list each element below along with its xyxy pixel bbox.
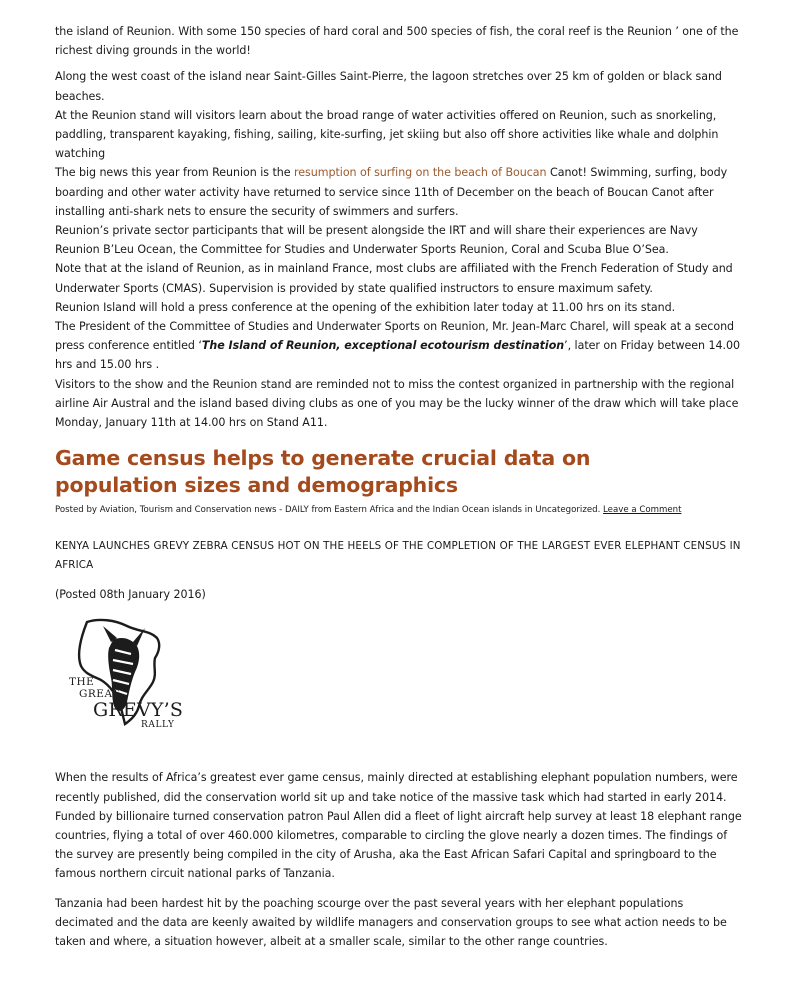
paragraph-coral-reef: the island of Reunion. With some 150 species of hard coral and 500 species of fish, the coral reef is the Reunion ’ one of the richest diving grounds in the world! (55, 25, 739, 58)
logo-grevys: GREVY’S (93, 699, 184, 722)
paragraph-president (55, 317, 745, 375)
president-text-pre: The President of the Committee of Studies and Underwater Sports on Reunion, Mr. Jean-Marc Charel, will speak at a second press conference entitled ‘ (55, 320, 735, 353)
surfing-link[interactable]: resumption of surfing on the beach of Boucan (293, 166, 547, 180)
paragraph-private-sector: Reunion’s private sector participants that will be present alongside the IRT and will share their experiences are Navy Reunion B’Leu Ocean, the Committee for Studies and Underwater Sports Reunion, Coral and Scuba Blue O’Sea. (55, 224, 698, 257)
article-title[interactable]: Game census helps to generate crucial data on population sizes and demographics (55, 446, 591, 498)
logo-the: THE (69, 676, 95, 689)
surfing-news-text-post: Canot! Swimming, surfing, body boarding and other water activity have returned to service since 11th of December on the beach of Boucan Canot after installing anti-shark nets to ensure the security of swimmers and surfers. (55, 166, 728, 218)
document-page (55, 22, 745, 951)
paragraph-press-conference: Reunion Island will hold a press conference at the opening of the exhibition later today at 11.00 hrs on its stand. (55, 300, 676, 314)
article-subheading: KENYA LAUNCHES GREVY ZEBRA CENSUS HOT ON THE HEELS OF THE COMPLETION OF THE LARGEST EVER ELEPHANT CENSUS IN AFRICA (55, 540, 741, 572)
paragraph-tanzania: Tanzania had been hardest hit by the poaching scourge over the past several years with her elephant populations decimated and the data are keenly awaited by wildlife managers and conservation groups to see what action needs to be taken and where, a situation however, albeit at a smaller scale, similar to the other range countries. (55, 896, 727, 949)
article-byline (55, 504, 745, 517)
great-grevys-rally-logo (55, 616, 185, 746)
paragraph-contest: Visitors to the show and the Reunion stand are reminded not to miss the contest organized in partnership with the regional airline Air Austral and the island based diving clubs as one of you may be the lucky winner of the draw which will take place Monday, January 11th at 14.00 hrs on Stand A11. (55, 377, 739, 430)
logo-rally: RALLY (141, 720, 175, 731)
press-conference-title: The Island of Reunion, exceptional ecotourism destination (201, 339, 565, 353)
logo-great: GREAT (79, 688, 120, 701)
paragraph-lagoon: Along the west coast of the island near Saint-Gilles Saint-Pierre, the lagoon stretches over 25 km of golden or black sand beaches. (55, 70, 722, 103)
leave-comment-link[interactable]: Leave a Comment (603, 505, 682, 516)
paragraph-surfing-news (55, 163, 745, 221)
logo-wordmark (69, 676, 183, 731)
paragraph-cmas: Note that at the island of Reunion, as in mainland France, most clubs are affiliated with the French Federation of Study and Underwater Sports (CMAS). Supervision is provided by state qualified instructors to ensure maximum safety. (55, 262, 733, 295)
paragraph-water-activities: At the Reunion stand will visitors learn about the broad range of water activities offered on Reunion, such as snorkeling, paddling, transparent kayaking, fishing, sailing, kite-surfing, jet skiing but also off shore activities like whale and dolphin watching (55, 108, 719, 161)
surfing-news-text-pre: The big news this year from Reunion is the (55, 166, 294, 180)
paragraph-census-results: When the results of Africa’s greatest ever game census, mainly directed at establishing elephant population numbers, were recently published, did the conservation world sit up and take notice of the massive task which had started in early 2014. Funded by billionaire turned conservation patron Paul Allen did a fleet of light aircraft help survey at least 18 elephant range countries, flying a total of over 460.000 kilometres, comparable to circling the glove nearly a dozen times. The findings of the survey are presently being compiled in the city of Arusha, aka the East African Safari Capital and springboard to the famous northern circuit national parks of Tanzania. (55, 771, 742, 881)
president-text-post: ’, later on Friday between 14.00 hrs and 15.00 hrs . (55, 339, 740, 372)
byline-text: Posted by Aviation, Tourism and Conservation news - DAILY from Eastern Africa and the Indian Ocean islands in Uncategorized. (55, 505, 604, 516)
posted-date: (Posted 08th January 2016) (55, 588, 206, 602)
